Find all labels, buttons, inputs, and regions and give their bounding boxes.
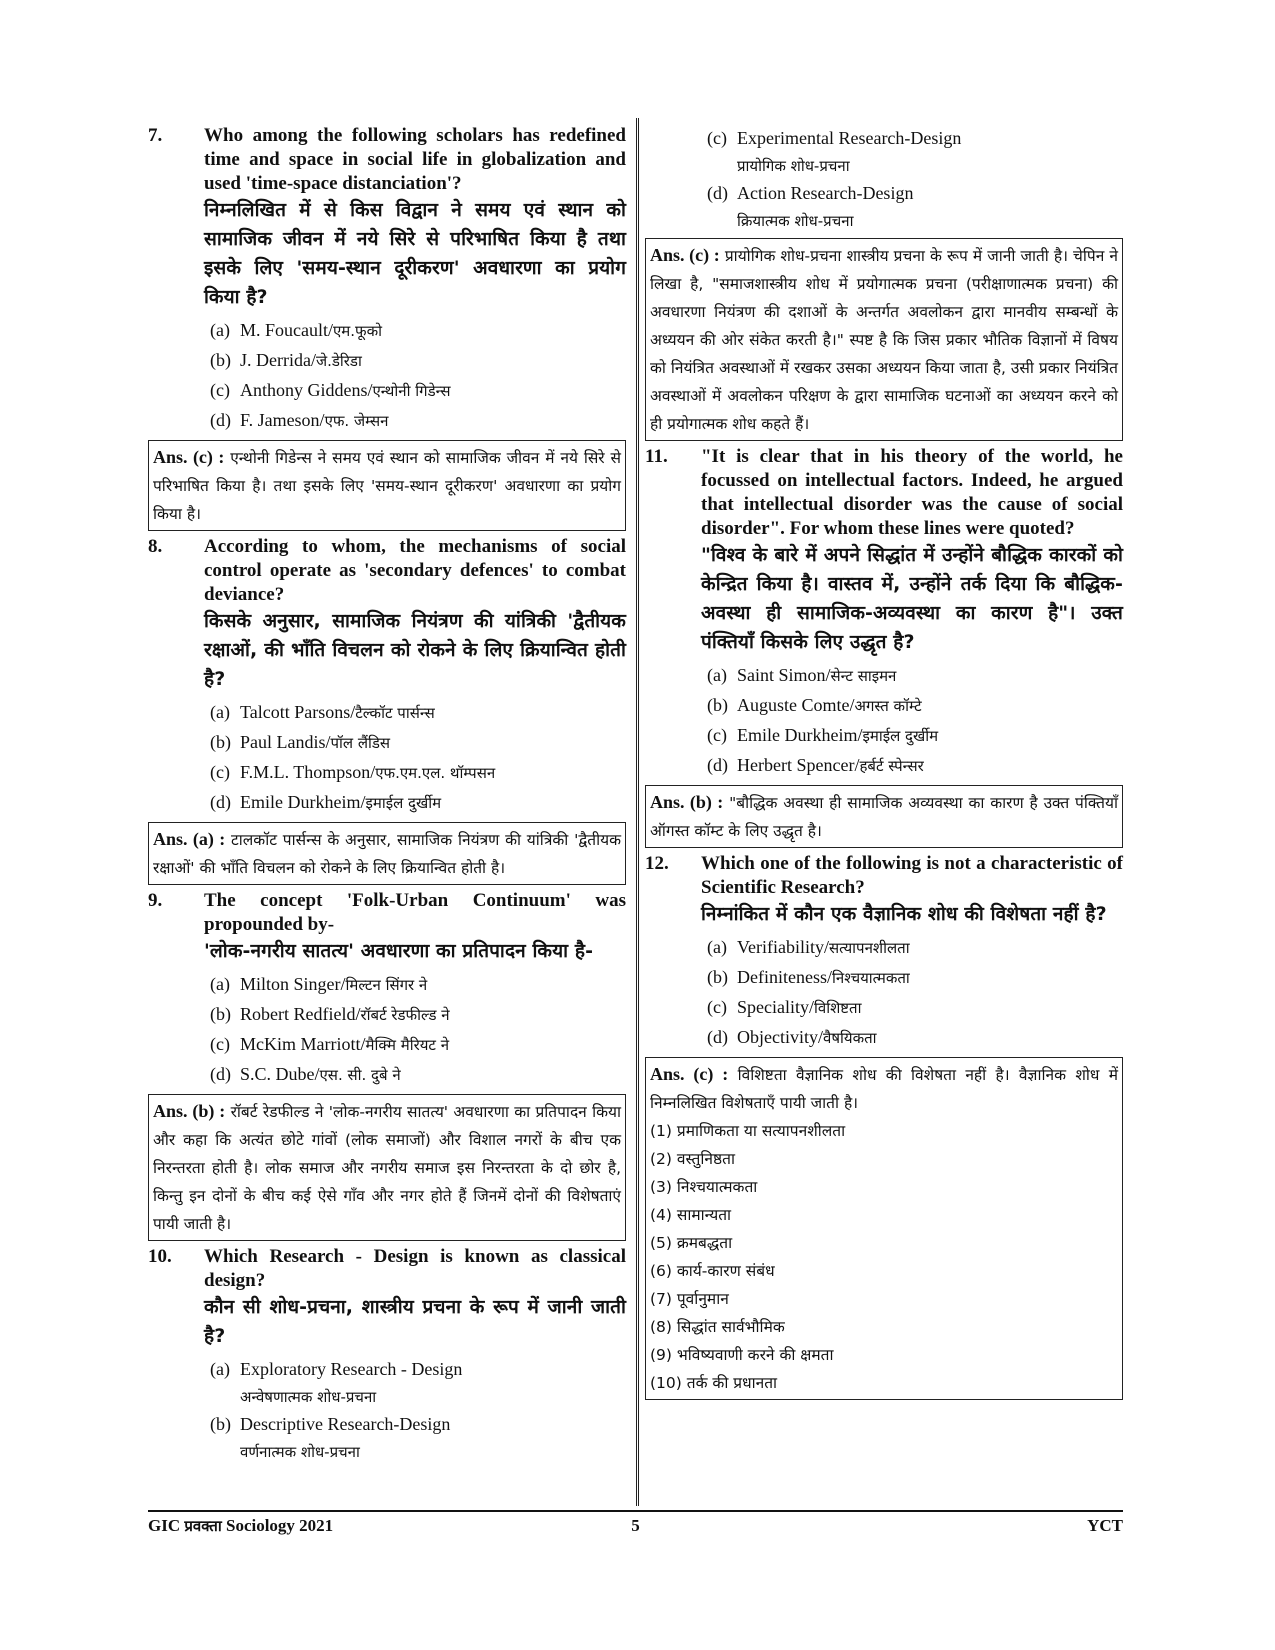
left-column xyxy=(148,124,626,1469)
options-list xyxy=(707,933,1123,1053)
option-d: (d) F. Jameson/एफ. जेम्सन xyxy=(210,410,389,430)
question-number: 11. xyxy=(645,446,668,467)
question-text-english: According to whom, the mechanisms of social control operate as 'secondary defences' to combat deviance? xyxy=(204,536,626,605)
answer-label: Ans. (c) : xyxy=(650,1064,729,1084)
answer-box xyxy=(645,1057,1123,1400)
option-a: (a) Saint Simon/सेन्ट साइमन xyxy=(707,665,897,685)
answer-explanation: टालकॉट पार्सन्स के अनुसार, सामाजिक नियंत्रण की यांत्रिकी 'द्वैतीयक रक्षाओं' की भाँति विचलन को रोकने के लिए क्रियान्वित होती है। xyxy=(153,831,621,877)
question-text-hindi: "विश्व के बारे में अपने सिद्धांत में उन्होंने बौद्धिक कारकों को केन्द्रित किया है। वास्तव में, उन्होंने तर्क दिया कि बौद्धिक-अवस्था ही सामाजिक-अव्यवस्था का कारण है"। उक्त पंक्तियाँ किसके लिए उद्धृत है? xyxy=(701,544,1123,653)
answer-box xyxy=(645,238,1123,441)
footer-rule xyxy=(148,1510,1123,1512)
list-item: (3) निश्चयात्मकता xyxy=(650,1178,758,1196)
answer-explanation: प्रायोगिक शोध-प्रचना शास्त्रीय प्रचना के रूप में जानी जाती है। चेपिन ने लिखा है, "समाजशास्त्रीय शोध में प्रयोगात्मक प्रचना (परीक्षाणात्मक प्रचना) की अवधारणा नियंत्रण की दशाओं के अन्तर्गत अवलोकन द्वारा मानवीय सम्बन्धों के अध्ययन की ओर संकेत करती है।" स्पष्ट है कि जिस प्रकार भौतिक विज्ञानों में विषय को नियंत्रित अवस्थाओं में रखकर उसका अध्ययन किया जाता है, उसी प्रकार नियंत्रित अवस्थाओं में अवलोकन परिक्षण के द्वारा सामाजिक घटनाओं का अध्ययन करने को ही प्रयोगात्मक शोध कहते हैं। xyxy=(650,247,1118,433)
answer-label: Ans. (b) : xyxy=(153,1101,226,1121)
option-a: (a) Talcott Parsons/टैल्कॉट पार्सन्स xyxy=(210,702,435,722)
question-text-english: "It is clear that in his theory of the world, he focussed on intellectual factors. Indeed, he argued that intellectual disorder was the cause of social disorder". For whom these lines were quoted? xyxy=(701,446,1123,539)
question-text-english: Who among the following scholars has redefined time and space in social life in globalization and used 'time-space distanciation'? xyxy=(204,125,626,194)
option-c: (c) Anthony Giddens/एन्थोनी गिडेन्स xyxy=(210,380,451,400)
question-9 xyxy=(148,889,626,1241)
list-item: (2) वस्तुनिष्ठता xyxy=(650,1150,735,1168)
question-text-hindi: निम्नांकित में कौन एक वैज्ञानिक शोध की विशेषता नहीं है? xyxy=(701,903,1107,925)
list-item: (4) सामान्यता xyxy=(650,1206,732,1224)
answer-box xyxy=(148,822,626,885)
answer-label: Ans. (c) : xyxy=(650,245,720,265)
right-column xyxy=(645,124,1123,1404)
options-list xyxy=(210,698,626,818)
question-7 xyxy=(148,124,626,531)
answer-explanation: एन्थोनी गिडेन्स ने समय एवं स्थान को सामाजिक जीवन में नये सिरे से परिभाषित किया है। तथा इसके लिए 'समय-स्थान दूरीकरण' अवधारणा का प्रयोग किया है। xyxy=(153,449,621,523)
answer-label: Ans. (b) : xyxy=(650,792,724,812)
option-d: (d) Objectivity/वैषयिकता xyxy=(707,1027,877,1047)
question-10-continued xyxy=(645,124,1123,441)
option-b: (b) Robert Redfield/रॉबर्ट रेडफील्ड ने xyxy=(210,1004,450,1024)
list-item: (7) पूर्वानुमान xyxy=(650,1290,729,1308)
answer-box xyxy=(645,785,1123,848)
answer-label: Ans. (a) : xyxy=(153,829,226,849)
list-item: (1) प्रमाणिकता या सत्यापनशीलता xyxy=(650,1122,846,1140)
question-text-hindi: 'लोक-नगरीय सातत्य' अवधारणा का प्रतिपादन किया है- xyxy=(204,940,594,962)
column-divider xyxy=(636,118,639,1506)
question-text-hindi: निम्नलिखित में से किस विद्वान ने समय एवं स्थान को सामाजिक जीवन में नये सिरे से परिभाषित किया है तथा इसके लिए 'समय-स्थान दूरीकरण' अवधारणा का प्रयोग किया है? xyxy=(204,199,626,308)
option-a: (a) Verifiability/सत्यापनशीलता xyxy=(707,937,910,957)
question-12 xyxy=(645,852,1123,1400)
options-list xyxy=(707,124,1123,234)
question-text-english: The concept 'Folk-Urban Continuum' was propounded by- xyxy=(204,890,626,935)
answer-explanation: विशिष्टता वैज्ञानिक शोध की विशेषता नहीं है। वैज्ञानिक शोध में निम्नलिखित विशेषताएँ पायी जाती है। xyxy=(650,1066,1118,1112)
answer-label: Ans. (c) : xyxy=(153,447,225,467)
question-number: 8. xyxy=(148,536,163,557)
question-11 xyxy=(645,445,1123,848)
question-text-english: Which Research - Design is known as classical design? xyxy=(204,1246,626,1291)
option-d: (d) Action Research-Design क्रियात्मक शोध-प्रचना xyxy=(707,183,914,230)
option-b: (b) J. Derrida/जे.डेरिडा xyxy=(210,350,362,370)
options-list xyxy=(210,970,626,1090)
question-text-hindi: कौन सी शोध-प्रचना, शास्त्रीय प्रचना के रूप में जानी जाती है? xyxy=(204,1296,626,1347)
question-number: 10. xyxy=(148,1246,172,1267)
option-d: (d) Emile Durkheim/इमाईल दुर्खीम xyxy=(210,792,442,812)
option-d: (d) S.C. Dube/एस. सी. दुबे ने xyxy=(210,1064,401,1084)
page-footer xyxy=(148,1516,1123,1542)
question-text-hindi: किसके अनुसार, सामाजिक नियंत्रण की यांत्रिकी 'द्वैतीयक रक्षाओं, की भाँति विचलन को रोकने के लिए क्रियान्वित होती है? xyxy=(204,610,626,690)
option-b: (b) Definiteness/निश्चयात्मकता xyxy=(707,967,910,987)
characteristics-list xyxy=(650,1117,1118,1397)
option-c: (c) Experimental Research-Design प्रायोगिक शोध-प्रचना xyxy=(707,128,962,175)
list-item: (10) तर्क की प्रधानता xyxy=(650,1374,778,1392)
answer-explanation: "बौद्धिक अवस्था ही सामाजिक अव्यवस्था का कारण है उक्त पंक्तियाँ ऑगस्त कॉम्ट के लिए उद्धृत है। xyxy=(650,794,1118,840)
question-number: 7. xyxy=(148,125,163,146)
option-a: (a) M. Foucault/एम.फूको xyxy=(210,320,383,340)
question-8 xyxy=(148,535,626,885)
list-item: (6) कार्य-कारण संबंध xyxy=(650,1262,775,1280)
options-list xyxy=(210,1355,626,1465)
answer-box xyxy=(148,440,626,531)
question-text-english: Which one of the following is not a characteristic of Scientific Research? xyxy=(701,853,1123,898)
answer-box xyxy=(148,1094,626,1241)
option-c: (c) Speciality/विशिष्टता xyxy=(707,997,862,1017)
list-item: (9) भविष्यवाणी करने की क्षमता xyxy=(650,1346,834,1364)
question-number: 9. xyxy=(148,890,163,911)
option-c: (c) F.M.L. Thompson/एफ.एम.एल. थॉम्पसन xyxy=(210,762,496,782)
question-10 xyxy=(148,1245,626,1465)
options-list xyxy=(210,316,626,436)
option-b: (b) Paul Landis/पॉल लैंडिस xyxy=(210,732,391,752)
question-number: 12. xyxy=(645,853,669,874)
option-b: (b) Descriptive Research-Design वर्णनात्मक शोध-प्रचना xyxy=(210,1414,451,1461)
answer-explanation: रॉबर्ट रेडफील्ड ने 'लोक-नगरीय सातत्य' अवधारणा का प्रतिपादन किया और कहा कि अत्यंत छोटे गांवों (लोक समाजों) और विशाल नगरों के बीच एक निरन्तरता होती है। लोक समाज और नगरीय समाज इस निरन्तरता के दो छोर है, किन्तु इन दोनों के बीच कई ऐसे गाँव और नगर होते हैं जिनमें दोनों की विशेषताएं पायी जाती है। xyxy=(153,1103,622,1233)
option-a: (a) Milton Singer/मिल्टन सिंगर ने xyxy=(210,974,428,994)
list-item: (8) सिद्धांत सार्वभौमिक xyxy=(650,1318,785,1336)
option-b: (b) Auguste Comte/अगस्त कॉम्टे xyxy=(707,695,922,715)
option-d: (d) Herbert Spencer/हर्बर्ट स्पेन्सर xyxy=(707,755,924,775)
footer-exam-title: GIC प्रवक्ता Sociology 2021 xyxy=(148,1516,334,1535)
option-a: (a) Exploratory Research - Design अन्वेषणात्मक शोध-प्रचना xyxy=(210,1359,463,1406)
page-number: 5 xyxy=(631,1516,640,1535)
options-list xyxy=(707,661,1123,781)
option-c: (c) Emile Durkheim/इमाईल दुर्खीम xyxy=(707,725,939,745)
publisher-name: YCT xyxy=(1087,1516,1123,1535)
list-item: (5) क्रमबद्धता xyxy=(650,1234,733,1252)
option-c: (c) McKim Marriott/मैक्मि मैरियट ने xyxy=(210,1034,450,1054)
